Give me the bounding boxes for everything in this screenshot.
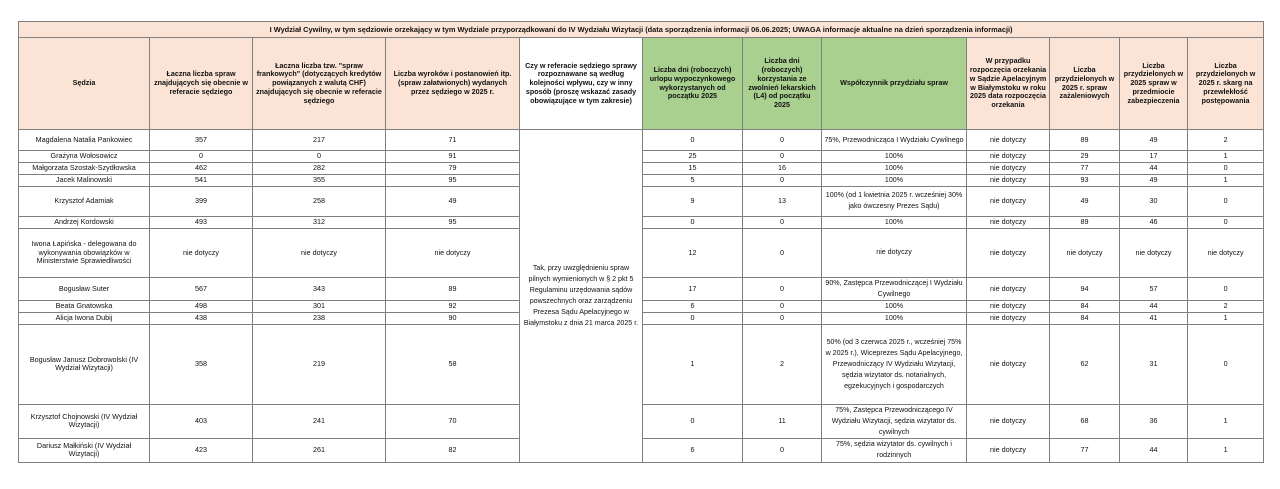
cell-coef: 100% bbox=[822, 174, 967, 186]
col-header-zazal: Liczba przydzielonych w 2025 r. spraw zażaleniowych bbox=[1050, 38, 1120, 130]
cell-zabezp: 46 bbox=[1120, 216, 1188, 228]
cell-sick: 0 bbox=[743, 228, 822, 277]
cell-total: 567 bbox=[150, 277, 253, 300]
cell-judge: Bogusław Suter bbox=[19, 277, 150, 300]
cell-skargi: 2 bbox=[1188, 300, 1264, 312]
cell-skargi: 0 bbox=[1188, 324, 1264, 404]
cell-skargi: 1 bbox=[1188, 312, 1264, 324]
cell-start: nie dotyczy bbox=[967, 151, 1050, 163]
cell-zazal: 84 bbox=[1050, 312, 1120, 324]
col-header-order: Czy w referacie sędziego sprawy rozpoznawane są według kolejności wpływu, czy w inny sposób (proszę wskazać zasady obowiązujące w tym zakresie) bbox=[520, 38, 643, 130]
header-row bbox=[19, 38, 1264, 130]
cell-start: nie dotyczy bbox=[967, 277, 1050, 300]
cell-frank: 355 bbox=[253, 174, 386, 186]
cell-leave: 6 bbox=[643, 438, 743, 462]
cell-start: nie dotyczy bbox=[967, 130, 1050, 151]
cell-zazal: 89 bbox=[1050, 216, 1120, 228]
col-header-start: W przypadku rozpoczęcia orzekania w Sądzie Apelacyjnym w Białymstoku w roku 2025 data rozpoczęcia orzekania bbox=[967, 38, 1050, 130]
cell-zabezp: 49 bbox=[1120, 174, 1188, 186]
cell-skargi: 2 bbox=[1188, 130, 1264, 151]
cell-leave: 5 bbox=[643, 174, 743, 186]
cell-judge: Beata Gnatowska bbox=[19, 300, 150, 312]
cell-resolved: 79 bbox=[386, 162, 520, 174]
cell-start: nie dotyczy bbox=[967, 174, 1050, 186]
cell-skargi: 0 bbox=[1188, 216, 1264, 228]
cell-zabezp: 44 bbox=[1120, 162, 1188, 174]
cell-zazal: 62 bbox=[1050, 324, 1120, 404]
cell-zazal: 68 bbox=[1050, 404, 1120, 438]
cell-sick: 0 bbox=[743, 151, 822, 163]
cell-sick: 2 bbox=[743, 324, 822, 404]
cell-sick: 0 bbox=[743, 216, 822, 228]
cell-start: nie dotyczy bbox=[967, 312, 1050, 324]
cell-start: nie dotyczy bbox=[967, 438, 1050, 462]
cell-frank: 241 bbox=[253, 404, 386, 438]
cell-leave: 25 bbox=[643, 151, 743, 163]
cell-leave: 0 bbox=[643, 312, 743, 324]
cell-frank: nie dotyczy bbox=[253, 228, 386, 277]
cell-total: 399 bbox=[150, 186, 253, 216]
cell-resolved: 89 bbox=[386, 277, 520, 300]
cell-sick: 0 bbox=[743, 312, 822, 324]
cell-judge: Krzysztof Adamiak bbox=[19, 186, 150, 216]
cell-frank: 261 bbox=[253, 438, 386, 462]
cell-resolved: 91 bbox=[386, 151, 520, 163]
cell-skargi: 1 bbox=[1188, 151, 1264, 163]
cell-sick: 13 bbox=[743, 186, 822, 216]
cell-coef: 100% bbox=[822, 312, 967, 324]
cell-zazal: 89 bbox=[1050, 130, 1120, 151]
cell-coef: 100% bbox=[822, 300, 967, 312]
cell-judge: Bogusław Janusz Dobrowolski (IV Wydział Wizytacji) bbox=[19, 324, 150, 404]
cell-frank: 343 bbox=[253, 277, 386, 300]
cell-coef: nie dotyczy bbox=[822, 228, 967, 277]
cell-zazal: 77 bbox=[1050, 438, 1120, 462]
cell-judge: Dariusz Małkiński (IV Wydział Wizytacji) bbox=[19, 438, 150, 462]
cell-sick: 0 bbox=[743, 300, 822, 312]
cell-start: nie dotyczy bbox=[967, 324, 1050, 404]
cell-judge: Iwona Łapińska - delegowana do wykonywania obowiązków w Ministerstwie Sprawiedliwości bbox=[19, 228, 150, 277]
cell-skargi: 1 bbox=[1188, 438, 1264, 462]
cell-total: nie dotyczy bbox=[150, 228, 253, 277]
cell-zabezp: 49 bbox=[1120, 130, 1188, 151]
cell-coef: 100% bbox=[822, 216, 967, 228]
col-header-skargi: Liczba przydzielonych w 2025 r. skarg na przewlekłość postępowania bbox=[1188, 38, 1264, 130]
cell-resolved: 95 bbox=[386, 216, 520, 228]
cell-coef: 100% (od 1 kwietnia 2025 r. wcześniej 30% jako ówczesny Prezes Sądu) bbox=[822, 186, 967, 216]
cell-coef: 75%, Przewodnicząca I Wydziału Cywilnego bbox=[822, 130, 967, 151]
cell-total: 423 bbox=[150, 438, 253, 462]
cell-zazal: 94 bbox=[1050, 277, 1120, 300]
cell-leave: 6 bbox=[643, 300, 743, 312]
cell-resolved: 71 bbox=[386, 130, 520, 151]
cell-resolved: nie dotyczy bbox=[386, 228, 520, 277]
cell-resolved: 49 bbox=[386, 186, 520, 216]
cell-zabezp: nie dotyczy bbox=[1120, 228, 1188, 277]
cell-frank: 312 bbox=[253, 216, 386, 228]
cell-frank: 238 bbox=[253, 312, 386, 324]
cell-leave: 15 bbox=[643, 162, 743, 174]
cell-sick: 0 bbox=[743, 277, 822, 300]
judges-table-container bbox=[18, 21, 1263, 463]
cell-judge: Alicja Iwona Dubij bbox=[19, 312, 150, 324]
cell-leave: 9 bbox=[643, 186, 743, 216]
cell-start: nie dotyczy bbox=[967, 404, 1050, 438]
cell-zazal: 29 bbox=[1050, 151, 1120, 163]
cell-judge: Krzysztof Chojnowski (IV Wydział Wizytacji) bbox=[19, 404, 150, 438]
cell-coef: 75%, sędzia wizytator ds. cywilnych i rodzinnych bbox=[822, 438, 967, 462]
cell-total: 498 bbox=[150, 300, 253, 312]
col-header-frank: Łaczna liczba tzw. "spraw frankowych" (dotyczących kredytów powiązanych z walutą CHF) znajdujących się obecnie w referacie sędziego bbox=[253, 38, 386, 130]
cell-frank: 301 bbox=[253, 300, 386, 312]
cell-leave: 17 bbox=[643, 277, 743, 300]
cell-start: nie dotyczy bbox=[967, 216, 1050, 228]
cell-judge: Grażyna Wołosowicz bbox=[19, 151, 150, 163]
cell-resolved: 70 bbox=[386, 404, 520, 438]
cell-skargi: 0 bbox=[1188, 277, 1264, 300]
cell-zazal: 84 bbox=[1050, 300, 1120, 312]
col-header-sick: Liczba dni (roboczych) korzystania ze zwolnień lekarskich (L4) od początku 2025 bbox=[743, 38, 822, 130]
cell-skargi: 1 bbox=[1188, 404, 1264, 438]
cell-total: 358 bbox=[150, 324, 253, 404]
cell-judge: Małgorzata Szostak-Szydłowska bbox=[19, 162, 150, 174]
cell-start: nie dotyczy bbox=[967, 300, 1050, 312]
cell-zabezp: 30 bbox=[1120, 186, 1188, 216]
cell-sick: 0 bbox=[743, 438, 822, 462]
cell-zabezp: 41 bbox=[1120, 312, 1188, 324]
cell-start: nie dotyczy bbox=[967, 162, 1050, 174]
cell-zazal: 93 bbox=[1050, 174, 1120, 186]
cell-sick: 11 bbox=[743, 404, 822, 438]
table-title: I Wydział Cywilny, w tym sędziowie orzekający w tym Wydziale przyporządkowani do IV Wydziału Wizytacji (data sporządzenia informacji 06.06.2025; UWAGA informacje aktualne na dzień sporządzenia informacji) bbox=[19, 22, 1264, 38]
cell-judge: Andrzej Kordowski bbox=[19, 216, 150, 228]
cell-total: 438 bbox=[150, 312, 253, 324]
col-header-zabezp: Liczba przydzielonych w 2025 spraw w przedmiocie zabezpieczenia bbox=[1120, 38, 1188, 130]
cell-coef: 100% bbox=[822, 162, 967, 174]
order-rule-note: Tak, przy uwzględnieniu spraw pilnych wymienionych w § 2 pkt 5 Regulaminu urzędowania sądów powszechnych oraz zarządzeniu Prezesa Sądu Apelacyjnego w Białymstoku z dnia 21 marca 2025 r. bbox=[520, 130, 643, 463]
cell-leave: 0 bbox=[643, 216, 743, 228]
cell-resolved: 92 bbox=[386, 300, 520, 312]
cell-judge: Jacek Malinowski bbox=[19, 174, 150, 186]
cell-leave: 1 bbox=[643, 324, 743, 404]
cell-total: 0 bbox=[150, 151, 253, 163]
cell-leave: 0 bbox=[643, 130, 743, 151]
cell-skargi: nie dotyczy bbox=[1188, 228, 1264, 277]
cell-leave: 12 bbox=[643, 228, 743, 277]
cell-coef: 100% bbox=[822, 151, 967, 163]
cell-total: 462 bbox=[150, 162, 253, 174]
col-header-judge: Sędzia bbox=[19, 38, 150, 130]
cell-resolved: 90 bbox=[386, 312, 520, 324]
cell-sick: 0 bbox=[743, 130, 822, 151]
cell-resolved: 95 bbox=[386, 174, 520, 186]
cell-zabezp: 17 bbox=[1120, 151, 1188, 163]
col-header-resolved: Liczba wyroków i postanowień itp.(spraw załatwionych) wydanych przez sędziego w 2025 r. bbox=[386, 38, 520, 130]
cell-skargi: 1 bbox=[1188, 174, 1264, 186]
cell-zabezp: 31 bbox=[1120, 324, 1188, 404]
cell-frank: 217 bbox=[253, 130, 386, 151]
cell-start: nie dotyczy bbox=[967, 228, 1050, 277]
cell-zazal: nie dotyczy bbox=[1050, 228, 1120, 277]
cell-total: 541 bbox=[150, 174, 253, 186]
cell-skargi: 0 bbox=[1188, 162, 1264, 174]
cell-coef: 90%, Zastępca Przewodniczącej I Wydziału Cywilnego bbox=[822, 277, 967, 300]
cell-start: nie dotyczy bbox=[967, 186, 1050, 216]
cell-resolved: 58 bbox=[386, 324, 520, 404]
cell-frank: 219 bbox=[253, 324, 386, 404]
cell-sick: 16 bbox=[743, 162, 822, 174]
cell-resolved: 82 bbox=[386, 438, 520, 462]
cell-zabezp: 57 bbox=[1120, 277, 1188, 300]
judges-table bbox=[18, 21, 1264, 463]
cell-coef: 50% (od 3 czerwca 2025 r., wcześniej 75% w 2025 r.), Wiceprezes Sądu Apelacyjnego, Przewodniczący IV Wydziału Wizytacji, sędzia wizytator ds. notarialnych, egzekucyjnych i gospodarczych bbox=[822, 324, 967, 404]
cell-skargi: 0 bbox=[1188, 186, 1264, 216]
cell-coef: 75%, Zastępca Przewodniczącego IV Wydziału Wizytacji, sędzia wizytator ds. cywilnych bbox=[822, 404, 967, 438]
cell-frank: 282 bbox=[253, 162, 386, 174]
col-header-leave: Liczba dni (roboczych) urlopu wypoczynkowego wykorzystanych od początku 2025 bbox=[643, 38, 743, 130]
cell-zabezp: 44 bbox=[1120, 438, 1188, 462]
cell-total: 357 bbox=[150, 130, 253, 151]
cell-zabezp: 36 bbox=[1120, 404, 1188, 438]
cell-judge: Magdalena Natalia Pankowiec bbox=[19, 130, 150, 151]
cell-total: 493 bbox=[150, 216, 253, 228]
cell-frank: 258 bbox=[253, 186, 386, 216]
cell-zazal: 77 bbox=[1050, 162, 1120, 174]
cell-frank: 0 bbox=[253, 151, 386, 163]
cell-total: 403 bbox=[150, 404, 253, 438]
col-header-coefficient: Współczynnik przydziału spraw bbox=[822, 38, 967, 130]
col-header-total: Łaczna liczba spraw znajdujących się obecnie w referacie sędziego bbox=[150, 38, 253, 130]
cell-zazal: 49 bbox=[1050, 186, 1120, 216]
table-row bbox=[19, 130, 1264, 151]
cell-sick: 0 bbox=[743, 174, 822, 186]
cell-leave: 0 bbox=[643, 404, 743, 438]
cell-zabezp: 44 bbox=[1120, 300, 1188, 312]
